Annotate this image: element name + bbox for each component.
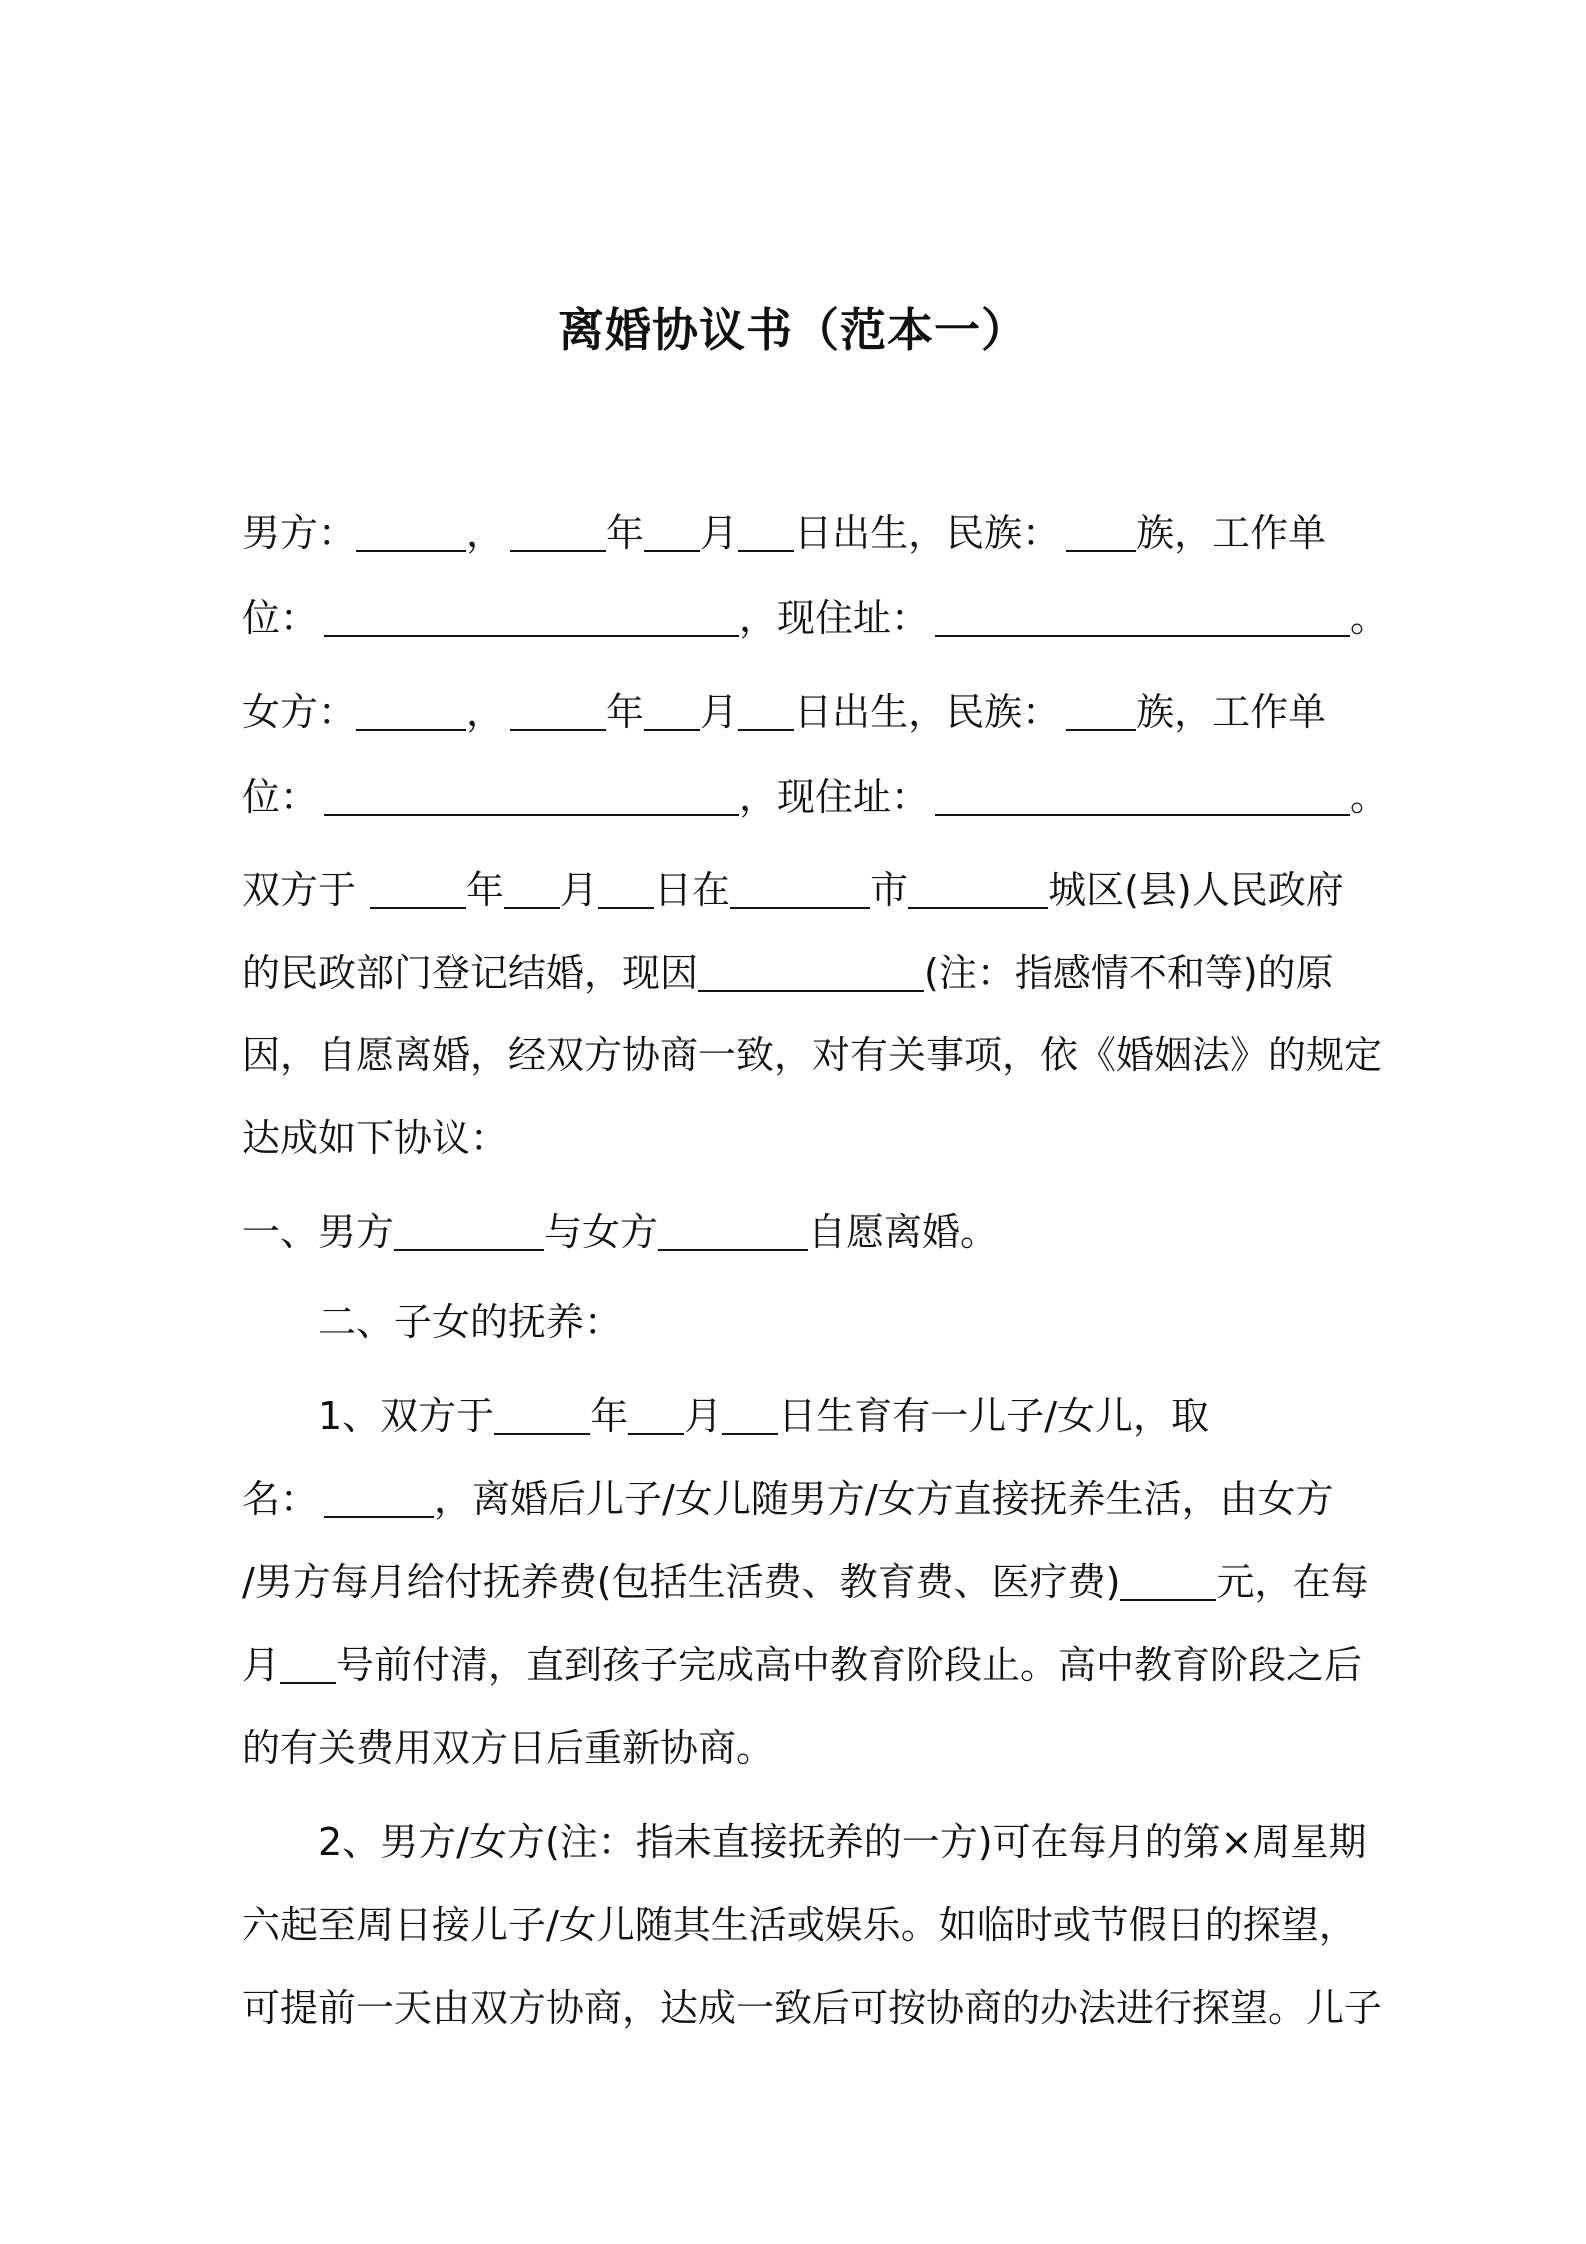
- agreement-intro-line-1: 因，自愿离婚，经双方协商一致，对有关事项，依《婚姻法》的规定: [242, 1033, 1383, 1077]
- clause-1-male-blank[interactable]: [394, 1205, 544, 1251]
- child-support-amount-blank[interactable]: [1120, 1555, 1216, 1601]
- female-employer-blank[interactable]: [324, 770, 739, 816]
- male-birth-month-blank[interactable]: [644, 506, 700, 552]
- clause-1-line: 一、男方 与女方 自愿离婚。: [242, 1202, 998, 1262]
- divorce-reason-blank[interactable]: [698, 946, 924, 992]
- child-birth-month-blank[interactable]: [628, 1389, 684, 1435]
- female-birth-year-blank[interactable]: [510, 685, 606, 731]
- female-birth-month-blank[interactable]: [644, 685, 700, 731]
- male-name-blank[interactable]: [356, 506, 466, 552]
- payment-day-blank[interactable]: [280, 1638, 336, 1684]
- clause-1-female-blank[interactable]: [658, 1205, 808, 1251]
- marriage-month-blank[interactable]: [504, 863, 560, 909]
- clause-2-1-line-5: 的有关费用双方日后重新协商。: [242, 1726, 775, 1770]
- marriage-registration-line-2: 的民政部门登记结婚，现因 (注：指感情不和等)的原: [242, 943, 1334, 1003]
- agreement-intro-line-2: 达成如下协议：: [242, 1116, 509, 1160]
- marriage-district-blank[interactable]: [908, 863, 1048, 909]
- male-birth-day-blank[interactable]: [738, 506, 794, 552]
- clause-2-2-line-1: 2、男方/女方(注：指未直接抚养的一方)可在每月的第×周星期: [318, 1820, 1367, 1864]
- marriage-city-blank[interactable]: [730, 863, 870, 909]
- marriage-registration-line-1: 双方于 年 月 日在 市 城区(县)人民政府: [242, 860, 1344, 920]
- female-ethnicity-blank[interactable]: [1066, 685, 1136, 731]
- male-birth-year-blank[interactable]: [510, 506, 606, 552]
- clause-2-2-line-3: 可提前一天由双方协商，达成一致后可按协商的办法进行探望。儿子: [242, 1986, 1383, 2030]
- marriage-year-blank[interactable]: [370, 863, 466, 909]
- female-info-line-1: 女方： ， 年 月 日出生，民族： 族，工作单: [242, 682, 1326, 742]
- clause-2-1-line-3: /男方每月给付抚养费(包括生活费、教育费、医疗费) 元，在每: [242, 1552, 1368, 1612]
- male-address-blank[interactable]: [935, 591, 1350, 637]
- female-birth-day-blank[interactable]: [738, 685, 794, 731]
- female-address-blank[interactable]: [935, 770, 1350, 816]
- clause-2-1-line-1: 1、双方于 年 月 日生育有一儿子/女儿，取: [318, 1386, 1209, 1446]
- clause-2-1-line-2: 名： ，离婚后儿子/女儿随男方/女方直接抚养生活，由女方: [242, 1469, 1334, 1529]
- child-birth-day-blank[interactable]: [722, 1389, 778, 1435]
- clause-2-2-line-2: 六起至周日接儿子/女儿随其生活或娱乐。如临时或节假日的探望，: [242, 1903, 1357, 1947]
- child-birth-year-blank[interactable]: [494, 1389, 590, 1435]
- child-name-blank[interactable]: [324, 1472, 434, 1518]
- female-info-line-2: 位： ，现住址： 。: [242, 767, 1388, 827]
- male-employer-blank[interactable]: [324, 591, 739, 637]
- document-title: 离婚协议书（范本一）: [558, 303, 1028, 357]
- marriage-day-blank[interactable]: [598, 863, 654, 909]
- female-name-blank[interactable]: [356, 685, 466, 731]
- clause-2-1-line-4: 月 号前付清，直到孩子完成高中教育阶段止。高中教育阶段之后: [242, 1635, 1362, 1695]
- male-info-line-1: 男方： ， 年 月 日出生，民族： 族，工作单: [242, 503, 1326, 563]
- male-info-line-2: 位： ，现住址： 。: [242, 588, 1388, 648]
- clause-2-heading: 二、子女的抚养：: [318, 1300, 623, 1344]
- male-ethnicity-blank[interactable]: [1066, 506, 1136, 552]
